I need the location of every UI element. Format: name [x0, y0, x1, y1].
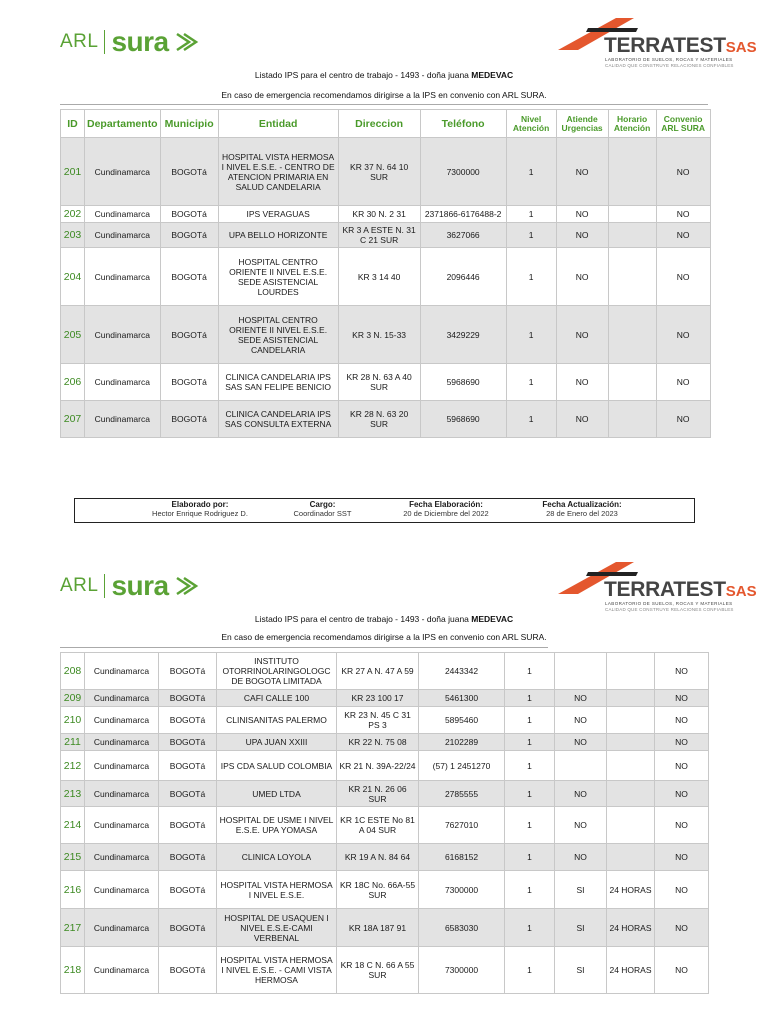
row-nivel: 1 [505, 707, 555, 734]
cargo-label: Cargo: [309, 500, 336, 509]
row-nivel: 1 [506, 223, 556, 248]
row-convenio: NO [656, 306, 710, 364]
row-municipio: BOGOTá [159, 844, 217, 871]
col-header-municipio: Municipio [160, 110, 218, 138]
row-municipio: BOGOTá [159, 871, 217, 909]
terratest-tagline: LABORATORIO DE SUELOS, ROCAS Y MATERIALES [605, 57, 733, 62]
row-telefono: 7300000 [419, 871, 505, 909]
row-convenio: NO [655, 751, 709, 781]
row-telefono: 5968690 [420, 364, 506, 401]
arl-sura-logo-page2 [60, 570, 201, 602]
row-id: 213 [61, 781, 85, 807]
row-horario [607, 751, 655, 781]
row-horario [607, 734, 655, 751]
row-nivel: 1 [506, 248, 556, 306]
row-urgencias: NO [555, 734, 607, 751]
row-convenio: NO [655, 781, 709, 807]
row-urgencias: NO [556, 206, 608, 223]
row-municipio: BOGOTá [159, 909, 217, 947]
col-header-urgencias: Atiende Urgencias [556, 110, 608, 138]
ips-table-2 [60, 652, 709, 994]
row-id: 203 [61, 223, 85, 248]
row-nivel: 1 [505, 781, 555, 807]
row-municipio: BOGOTá [159, 807, 217, 844]
table-row [61, 707, 709, 734]
row-convenio: NO [656, 223, 710, 248]
row-entidad: CLINICA CANDELARIA IPS SAS CONSULTA EXTERNA [218, 401, 338, 438]
row-horario [607, 707, 655, 734]
sura-arrows-icon [175, 573, 201, 599]
row-direccion: KR 18C No. 66A-55 SUR [337, 871, 419, 909]
row-entidad: HOSPITAL DE USME I NIVEL E.S.E. UPA YOMASA [217, 807, 337, 844]
row-telefono: 2371866-6176488-2 [420, 206, 506, 223]
row-direccion: KR 23 N. 45 C 31 PS 3 [337, 707, 419, 734]
row-departamento: Cundinamarca [85, 364, 161, 401]
row-telefono: 7300000 [420, 138, 506, 206]
row-departamento: Cundinamarca [85, 306, 161, 364]
arl-logo-text: ARL [60, 575, 99, 596]
row-convenio: NO [656, 401, 710, 438]
table-row [61, 781, 709, 807]
row-telefono: 7627010 [419, 807, 505, 844]
row-urgencias: NO [556, 248, 608, 306]
row-horario [608, 138, 656, 206]
row-direccion: KR 3 N. 15-33 [338, 306, 420, 364]
footer-cargo [275, 500, 370, 518]
table-row [61, 401, 711, 438]
footer-elaborado [115, 500, 285, 518]
row-municipio: BOGOTá [159, 751, 217, 781]
row-departamento: Cundinamarca [85, 690, 159, 707]
row-entidad: IPS CDA SALUD COLOMBIA [217, 751, 337, 781]
row-nivel: 1 [505, 807, 555, 844]
elaborado-value: Hector Enrique Rodriguez D. [152, 509, 248, 518]
row-convenio: NO [655, 947, 709, 994]
col-header-convenio: Convenio ARL SURA [656, 110, 710, 138]
table-row [61, 871, 709, 909]
page-subtitle: En caso de emergencia recomendamos dirigirse a la IPS en convenio con ARL SURA. [221, 90, 547, 100]
row-id: 201 [61, 138, 85, 206]
row-urgencias: NO [555, 707, 607, 734]
row-convenio: NO [655, 707, 709, 734]
terratest-logo-text: TERRATEST [604, 578, 726, 601]
row-nivel: 1 [505, 690, 555, 707]
row-departamento: Cundinamarca [85, 206, 161, 223]
row-urgencias [555, 751, 607, 781]
col-header-departamento: Departamento [85, 110, 161, 138]
row-horario [608, 364, 656, 401]
row-telefono: 7300000 [419, 947, 505, 994]
row-telefono: 3429229 [420, 306, 506, 364]
row-municipio: BOGOTá [160, 138, 218, 206]
row-nivel: 1 [506, 364, 556, 401]
terratest-logo-page2 [558, 560, 757, 620]
row-entidad: CAFI CALLE 100 [217, 690, 337, 707]
row-nivel: 1 [506, 306, 556, 364]
row-id: 218 [61, 947, 85, 994]
sura-logo-text: sura [111, 570, 169, 601]
row-id: 206 [61, 364, 85, 401]
table-row [61, 248, 711, 306]
row-telefono: 2785555 [419, 781, 505, 807]
row-convenio: NO [655, 909, 709, 947]
row-direccion: KR 37 N. 64 10 SUR [338, 138, 420, 206]
row-departamento: Cundinamarca [85, 751, 159, 781]
row-convenio: NO [655, 690, 709, 707]
row-convenio: NO [655, 807, 709, 844]
table-row [61, 364, 711, 401]
row-direccion: KR 18 C N. 66 A 55 SUR [337, 947, 419, 994]
row-urgencias: NO [555, 690, 607, 707]
row-direccion: KR 28 N. 63 A 40 SUR [338, 364, 420, 401]
row-id: 208 [61, 653, 85, 690]
row-horario: 24 HORAS [607, 871, 655, 909]
arl-logo-text: ARL [60, 31, 99, 52]
table-row [61, 653, 709, 690]
row-urgencias: NO [556, 401, 608, 438]
table-row [61, 734, 709, 751]
row-horario: 24 HORAS [607, 909, 655, 947]
row-convenio: NO [655, 653, 709, 690]
row-entidad: IPS VERAGUAS [218, 206, 338, 223]
fecha-actualizacion-label: Fecha Actualización: [542, 500, 622, 509]
row-departamento: Cundinamarca [85, 223, 161, 248]
row-telefono: 5895460 [419, 707, 505, 734]
row-id: 217 [61, 909, 85, 947]
row-direccion: KR 27 A N. 47 A 59 [337, 653, 419, 690]
row-direccion: KR 30 N. 2 31 [338, 206, 420, 223]
row-telefono: (57) 1 2451270 [419, 751, 505, 781]
row-horario [607, 844, 655, 871]
table-row [61, 206, 711, 223]
table-row [61, 223, 711, 248]
row-municipio: BOGOTá [160, 206, 218, 223]
row-urgencias: NO [556, 138, 608, 206]
row-nivel: 1 [505, 947, 555, 994]
col-header-nivel: Nivel Atención [506, 110, 556, 138]
row-urgencias: NO [556, 223, 608, 248]
row-urgencias: SI [555, 947, 607, 994]
row-id: 211 [61, 734, 85, 751]
row-id: 204 [61, 248, 85, 306]
row-municipio: BOGOTá [160, 306, 218, 364]
footer-fecha-actualizacion [507, 500, 657, 518]
row-urgencias: NO [555, 807, 607, 844]
row-convenio: NO [656, 364, 710, 401]
row-id: 216 [61, 871, 85, 909]
row-entidad: UMED LTDA [217, 781, 337, 807]
row-entidad: HOSPITAL DE USAQUEN I NIVEL E.S.E-CAMI VERBENAL [217, 909, 337, 947]
row-telefono: 2102289 [419, 734, 505, 751]
row-horario [607, 781, 655, 807]
ips-table-1-container [60, 109, 711, 438]
arl-sura-logo [60, 26, 201, 58]
row-departamento: Cundinamarca [85, 138, 161, 206]
row-convenio: NO [655, 734, 709, 751]
row-horario [608, 401, 656, 438]
row-urgencias: NO [555, 844, 607, 871]
row-urgencias: NO [556, 306, 608, 364]
row-horario [608, 248, 656, 306]
page-title-page2 [0, 614, 768, 624]
row-entidad: CLINICA LOYOLA [217, 844, 337, 871]
row-entidad: UPA JUAN XXIII [217, 734, 337, 751]
row-direccion: KR 3 A ESTE N. 31 C 21 SUR [338, 223, 420, 248]
row-direccion: KR 23 100 17 [337, 690, 419, 707]
row-id: 212 [61, 751, 85, 781]
row-nivel: 1 [505, 844, 555, 871]
cargo-value: Coordinador SST [293, 509, 352, 518]
row-departamento: Cundinamarca [85, 844, 159, 871]
row-urgencias [555, 653, 607, 690]
terratest-logo [558, 16, 757, 76]
row-direccion: KR 18A 187 91 [337, 909, 419, 947]
col-header-horario: Horario Atención [608, 110, 656, 138]
row-entidad: HOSPITAL VISTA HERMOSA I NIVEL E.S.E. [217, 871, 337, 909]
logo-divider [104, 30, 105, 54]
row-municipio: BOGOTá [159, 734, 217, 751]
row-horario: 24 HORAS [607, 947, 655, 994]
row-urgencias: SI [555, 909, 607, 947]
row-municipio: BOGOTá [160, 364, 218, 401]
row-convenio: NO [655, 844, 709, 871]
row-horario [608, 206, 656, 223]
title-prefix: Listado IPS para el centro de trabajo - 1493 - doña juana [254, 614, 472, 624]
terratest-slogan: CALIDAD QUE CONSTRUYE RELACIONES CONFIABLES [605, 607, 734, 612]
row-telefono: 5461300 [419, 690, 505, 707]
row-urgencias: NO [556, 364, 608, 401]
row-id: 210 [61, 707, 85, 734]
row-horario [607, 653, 655, 690]
row-municipio: BOGOTá [159, 947, 217, 994]
table-row [61, 909, 709, 947]
row-municipio: BOGOTá [159, 781, 217, 807]
terratest-logo-text: TERRATEST [604, 34, 726, 57]
table-header-row [61, 110, 711, 138]
row-entidad: HOSPITAL VISTA HERMOSA I NIVEL E.S.E. - CENTRO DE ATENCION PRIMARIA EN SALUD CANDELARIA [218, 138, 338, 206]
table-row [61, 690, 709, 707]
row-direccion: KR 21 N. 39A-22/24 [337, 751, 419, 781]
row-nivel: 1 [506, 401, 556, 438]
row-horario [608, 306, 656, 364]
row-telefono: 2443342 [419, 653, 505, 690]
row-departamento: Cundinamarca [85, 734, 159, 751]
col-header-telefono: Teléfono [420, 110, 506, 138]
title-prefix: Listado IPS para el centro de trabajo - 1493 - doña juana [254, 70, 472, 80]
row-convenio: NO [655, 871, 709, 909]
row-departamento: Cundinamarca [85, 401, 161, 438]
row-direccion: KR 1C ESTE No 81 A 04 SUR [337, 807, 419, 844]
row-telefono: 3627066 [420, 223, 506, 248]
title-bold: MEDEVAC [471, 614, 514, 624]
row-entidad: UPA BELLO HORIZONTE [218, 223, 338, 248]
row-departamento: Cundinamarca [85, 781, 159, 807]
row-departamento: Cundinamarca [85, 707, 159, 734]
row-entidad: HOSPITAL VISTA HERMOSA I NIVEL E.S.E. - CAMI VISTA HERMOSA [217, 947, 337, 994]
row-nivel: 1 [505, 909, 555, 947]
row-departamento: Cundinamarca [85, 909, 159, 947]
terratest-sas-text: SAS [725, 39, 757, 56]
terratest-slogan: CALIDAD QUE CONSTRUYE RELACIONES CONFIABLES [605, 63, 734, 68]
row-direccion: KR 21 N. 26 06 SUR [337, 781, 419, 807]
row-urgencias: SI [555, 871, 607, 909]
row-convenio: NO [656, 206, 710, 223]
col-header-entidad: Entidad [218, 110, 338, 138]
row-convenio: NO [656, 248, 710, 306]
sura-logo-text: sura [111, 26, 169, 57]
row-municipio: BOGOTá [159, 690, 217, 707]
table-row [61, 947, 709, 994]
row-id: 214 [61, 807, 85, 844]
row-telefono: 2096446 [420, 248, 506, 306]
row-telefono: 5968690 [420, 401, 506, 438]
col-header-direccion: Direccion [338, 110, 420, 138]
row-entidad: CLINICA CANDELARIA IPS SAS SAN FELIPE BENICIO [218, 364, 338, 401]
row-id: 215 [61, 844, 85, 871]
row-entidad: CLINISANITAS PALERMO [217, 707, 337, 734]
row-entidad: HOSPITAL CENTRO ORIENTE II NIVEL E.S.E. SEDE ASISTENCIAL CANDELARIA [218, 306, 338, 364]
table-row [61, 844, 709, 871]
row-departamento: Cundinamarca [85, 871, 159, 909]
row-municipio: BOGOTá [160, 223, 218, 248]
row-nivel: 1 [505, 751, 555, 781]
ips-table-2-container [60, 652, 709, 994]
page-title [0, 70, 768, 80]
row-entidad: HOSPITAL CENTRO ORIENTE II NIVEL E.S.E. SEDE ASISTENCIAL LOURDES [218, 248, 338, 306]
table-row [61, 306, 711, 364]
fecha-actualizacion-value: 28 de Enero del 2023 [546, 509, 618, 518]
row-municipio: BOGOTá [159, 653, 217, 690]
sura-arrows-icon [175, 29, 201, 55]
row-id: 207 [61, 401, 85, 438]
row-nivel: 1 [505, 653, 555, 690]
row-departamento: Cundinamarca [85, 807, 159, 844]
row-municipio: BOGOTá [159, 707, 217, 734]
row-id: 209 [61, 690, 85, 707]
row-direccion: KR 22 N. 75 08 [337, 734, 419, 751]
footer-signature-box [74, 498, 695, 523]
elaborado-label: Elaborado por: [171, 500, 229, 509]
table-row [61, 751, 709, 781]
table-row [61, 138, 711, 206]
logo-divider [104, 574, 105, 598]
row-direccion: KR 28 N. 63 20 SUR [338, 401, 420, 438]
page-subtitle-page2: En caso de emergencia recomendamos dirigirse a la IPS en convenio con ARL SURA. [221, 632, 547, 642]
row-departamento: Cundinamarca [85, 947, 159, 994]
row-urgencias: NO [555, 781, 607, 807]
terratest-tagline: LABORATORIO DE SUELOS, ROCAS Y MATERIALES [605, 601, 733, 606]
ips-table-1 [60, 109, 711, 438]
row-nivel: 1 [506, 206, 556, 223]
terratest-sas-text: SAS [725, 583, 757, 600]
row-horario [607, 690, 655, 707]
row-horario [608, 223, 656, 248]
row-telefono: 6583030 [419, 909, 505, 947]
subtitle-divider [60, 104, 708, 105]
row-nivel: 1 [506, 138, 556, 206]
row-entidad: INSTITUTO OTORRINOLARINGOLOGC DE BOGOTA LIMITADA [217, 653, 337, 690]
fecha-elaboracion-value: 20 de Diciembre del 2022 [403, 509, 489, 518]
row-nivel: 1 [505, 734, 555, 751]
row-horario [607, 807, 655, 844]
row-direccion: KR 3 14 40 [338, 248, 420, 306]
row-telefono: 6168152 [419, 844, 505, 871]
row-id: 205 [61, 306, 85, 364]
col-header-id: ID [61, 110, 85, 138]
row-departamento: Cundinamarca [85, 248, 161, 306]
table-row [61, 807, 709, 844]
row-municipio: BOGOTá [160, 248, 218, 306]
row-id: 202 [61, 206, 85, 223]
title-bold: MEDEVAC [471, 70, 514, 80]
subtitle-divider [60, 647, 548, 648]
row-departamento: Cundinamarca [85, 653, 159, 690]
fecha-elaboracion-label: Fecha Elaboración: [409, 500, 483, 509]
footer-fecha-elaboracion [375, 500, 517, 518]
row-convenio: NO [656, 138, 710, 206]
row-nivel: 1 [505, 871, 555, 909]
row-municipio: BOGOTá [160, 401, 218, 438]
row-direccion: KR 19 A N. 84 64 [337, 844, 419, 871]
